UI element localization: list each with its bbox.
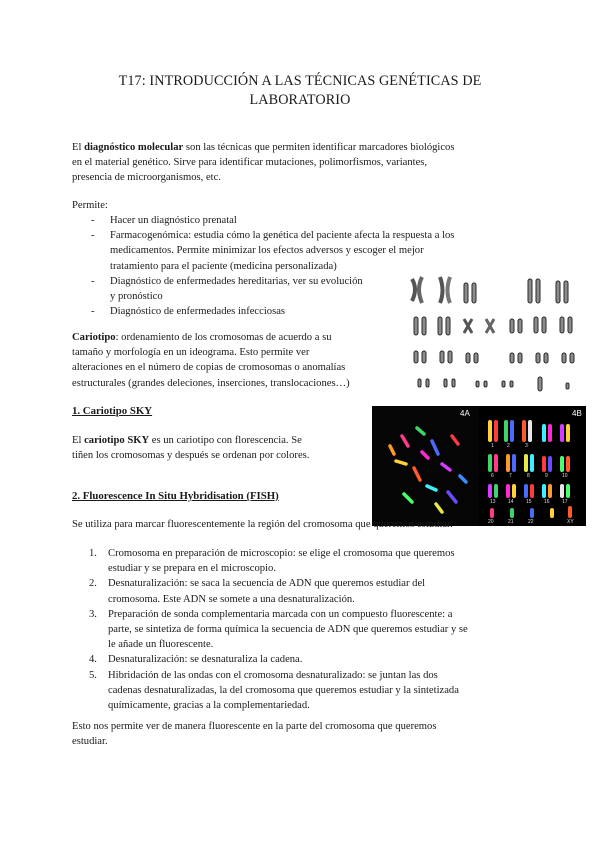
svg-text:2: 2 <box>507 443 510 449</box>
list-item: - Hacer un diagnóstico prenatal <box>72 213 512 228</box>
fish-steps-list <box>72 546 520 713</box>
svg-text:7: 7 <box>509 473 512 479</box>
title-line-1: T17: INTRODUCCIÓN A LAS TÉCNICAS GENÉTICAS DE <box>118 73 482 89</box>
sky-heading: 1. Cariotipo SKY <box>72 405 153 417</box>
svg-text:10: 10 <box>562 473 568 479</box>
page-title <box>72 72 528 110</box>
sky-paragraph: El cariotipo SKY es un cariotipo con florescencia. Se tiñen los cromosomas y después se ordenan por colores. <box>72 435 310 462</box>
list-item: 4. Desnaturalización: se desnaturaliza la cadena. <box>89 654 303 666</box>
svg-text:20: 20 <box>488 519 494 525</box>
list-item: - Farmacogenómica: estudia cómo la genética del paciente afecta la respuesta a los medicamentos. Permite minimizar los efectos adversos y escoger el mejor tratamiento para el paciente (medicina personalizada) <box>72 228 512 274</box>
list-item: - Diagnóstico de enfermedades infecciosas <box>72 304 512 319</box>
svg-text:6: 6 <box>491 473 494 479</box>
svg-text:22: 22 <box>528 519 534 525</box>
karyotype-figure <box>406 269 586 399</box>
title-line-2: LABORATORIO <box>249 92 351 108</box>
fish-conclusion: Esto nos permite ver de manera fluorescente en la parte del cromosoma que queremos estudiar. <box>72 721 437 748</box>
karyotype-image <box>406 269 586 399</box>
svg-text:3: 3 <box>525 443 528 449</box>
svg-text:9: 9 <box>545 473 548 479</box>
fish-heading: 2. Fluorescence In Situ Hybridisation (FISH) <box>72 490 279 502</box>
fish-intro: Se utiliza para marcar fluorescentemente la región del cromosoma que queremos estudiar. <box>72 519 453 530</box>
sky-figure <box>372 406 586 526</box>
list-item: 2. Desnaturalización: se saca la secuencia de ADN que queremos estudiar del cromosoma. Este ADN se somete a una desnaturalización. <box>89 578 426 605</box>
fig-label-4b: 4B <box>572 409 582 418</box>
svg-text:15: 15 <box>526 499 532 505</box>
svg-text:21: 21 <box>508 519 514 525</box>
cariotipo-paragraph: Cariotipo: ordenamiento de los cromosomas de acuerdo a su tamaño y morfología en un ideograma. Esto permite ver alteraciones en el número de copias de cromosomas o anomalías estructurales (grandes deleciones, inserciones, translocaciones…) <box>72 332 350 389</box>
intro-paragraph <box>72 140 532 186</box>
list-item: 5. Hibridación de las ondas con el cromosoma desnaturalizado: se juntan las dos cadenas desnaturalizadas, la del cromosoma que queremos estudiar y la sintetizada químicamente, gracias a la complementariedad. <box>89 669 459 712</box>
svg-text:16: 16 <box>544 499 550 505</box>
svg-text:8: 8 <box>527 473 530 479</box>
svg-text:13: 13 <box>490 499 496 505</box>
intro-line-2: en el material genético. Sirve para identificar mutaciones, polimorfismos, variantes, <box>72 157 428 169</box>
intro-bold-term: diagnóstico molecular <box>84 142 184 153</box>
svg-text:17: 17 <box>562 499 568 505</box>
fig-label-4a: 4A <box>460 409 470 418</box>
list-item: 3. Preparación de sonda complementaria marcada con un compuesto fluorescente: a parte, se sintetiza de forma química la secuencia de ADN que queremos estudiar y se le añade un fluorescente. <box>89 608 468 651</box>
intro-pre: El <box>72 142 85 153</box>
svg-text:XY: XY <box>567 519 574 525</box>
list-item: - Diagnóstico de enfermedades hereditarias, ver su evolución y pronóstico <box>72 274 512 304</box>
sky-bold-term: cariotipo SKY <box>84 435 150 446</box>
intro-line-1: son las técnicas que permiten identificar marcadores biológicos <box>183 142 455 153</box>
cariotipo-bold-term: Cariotipo <box>72 332 116 343</box>
intro-line-3: presencia de microorganismos, etc. <box>72 172 221 184</box>
sky-karyotype-image <box>372 406 586 526</box>
list-item: 1. Cromosoma en preparación de microscopio: se elige el cromosoma que queremos estudiar y se prepara en el microscopio. <box>89 548 455 575</box>
svg-text:1: 1 <box>491 443 494 449</box>
svg-text:14: 14 <box>508 499 514 505</box>
permite-label: Permite: <box>72 200 108 211</box>
